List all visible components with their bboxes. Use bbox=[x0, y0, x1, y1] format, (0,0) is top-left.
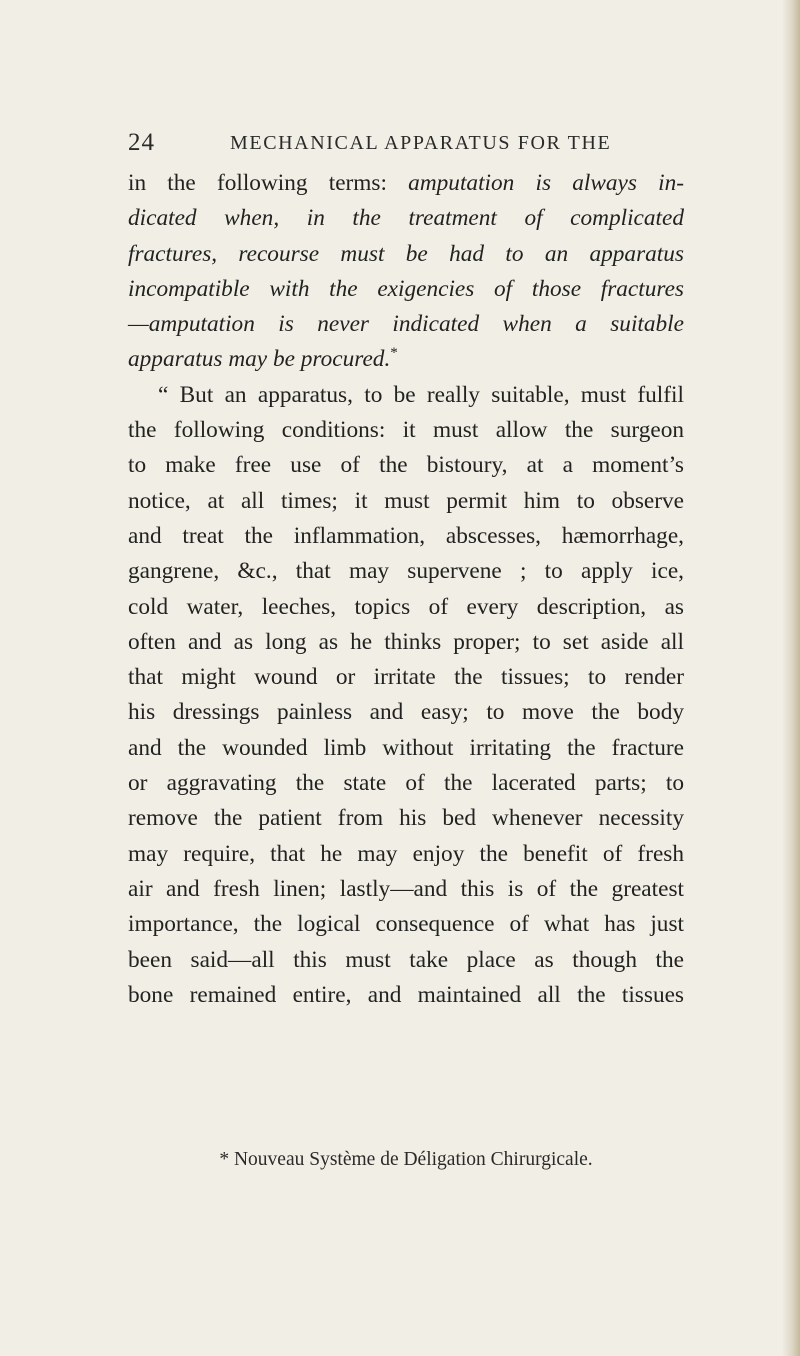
footnote-text: Nouveau Système de Déligation Chirurgicale. bbox=[233, 1149, 593, 1170]
text-line: remove the patient from his bed whenever necessity bbox=[128, 805, 684, 832]
text-line: his dressings painless and easy; to move the body bbox=[128, 699, 684, 726]
text-line: notice, at all times; it must permit him to observe bbox=[128, 487, 684, 514]
page-number: 24 bbox=[128, 129, 155, 156]
text-line: “ But an apparatus, to be really suitable, must fulfil bbox=[158, 381, 684, 408]
text-line: dicated when, in the treatment of complicated bbox=[128, 205, 684, 232]
text-line: air and fresh linen; lastly—and this is of the greatest bbox=[128, 875, 684, 902]
text-line: fractures, recourse must be had to an apparatus bbox=[128, 240, 684, 267]
text-line: been said—all this must take place as though the bbox=[128, 946, 684, 973]
text-line: that might wound or irritate the tissues; to render bbox=[128, 664, 684, 691]
footnote-reference: * bbox=[390, 345, 398, 362]
footnote bbox=[128, 1147, 684, 1173]
page-edge-shadow bbox=[782, 0, 800, 1356]
text-line: in the following terms: amputation is always in- bbox=[128, 170, 685, 196]
text-line: importance, the logical consequence of what has just bbox=[128, 911, 684, 938]
text-line: or aggravating the state of the lacerated parts; to bbox=[128, 770, 684, 797]
body-text bbox=[128, 166, 684, 1013]
page-header bbox=[128, 128, 678, 158]
text-line: and treat the inflammation, abscesses, hæmorrhage, bbox=[128, 522, 684, 549]
text-line: —amputation is never indicated when a suitable bbox=[128, 311, 684, 338]
text-line: gangrene, &c., that may supervene ; to apply ice, bbox=[128, 558, 684, 585]
text-line: may require, that he may enjoy the benefit of fresh bbox=[128, 840, 684, 867]
running-head: MECHANICAL APPARATUS FOR THE bbox=[230, 132, 612, 154]
text-line: to make free use of the bistoury, at a moment’s bbox=[128, 452, 684, 479]
text-line: apparatus may be procured.* bbox=[128, 345, 398, 373]
text-line: the following conditions: it must allow the surgeon bbox=[128, 417, 684, 444]
text-line: often and as long as he thinks proper; to set aside all bbox=[128, 628, 684, 655]
footnote-mark: * bbox=[219, 1149, 230, 1170]
text-line: cold water, leeches, topics of every description, as bbox=[128, 593, 684, 620]
text-line: bone remained entire, and maintained all the tissues bbox=[128, 981, 684, 1008]
text-line: incompatible with the exigencies of those fractures bbox=[128, 275, 684, 302]
text-line: and the wounded limb without irritating the fracture bbox=[128, 734, 684, 761]
